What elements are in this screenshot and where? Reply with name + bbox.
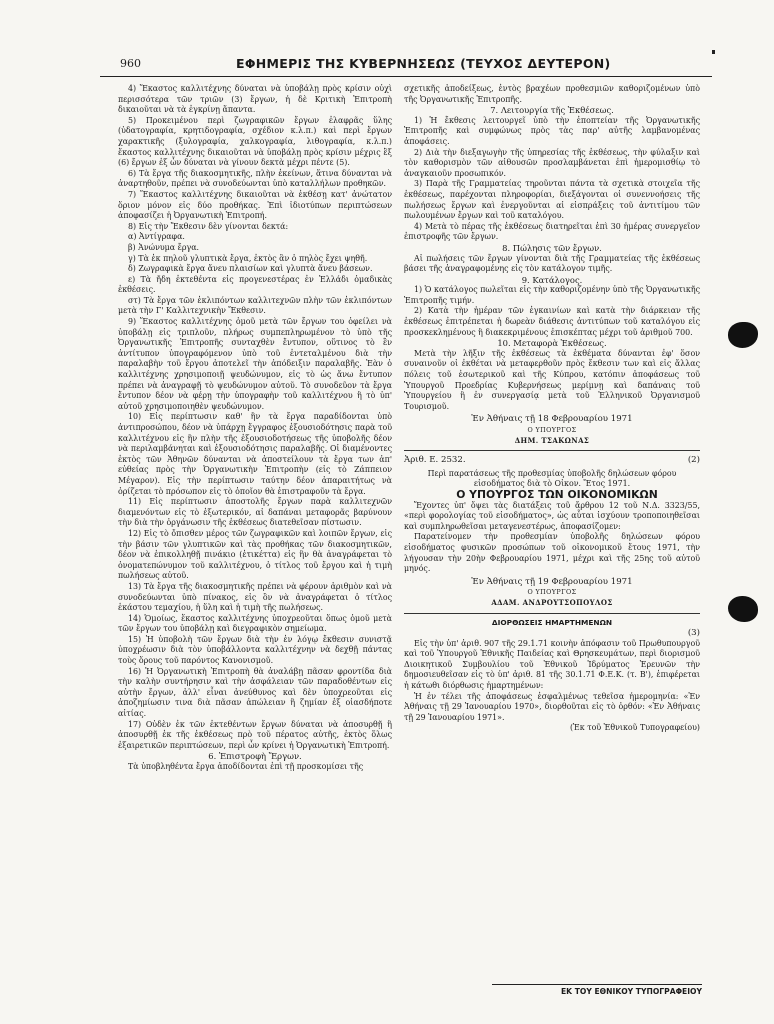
section-heading: 7. Λειτουργία τῆς Ἐκθέσεως. bbox=[490, 105, 614, 116]
printer-footer: ΕΚ ΤΟΥ ΕΘΝΙΚΟΥ ΤΥΠΟΓΡΑΦΕΙΟΥ bbox=[492, 984, 702, 996]
paragraph: 4) Μετὰ τὸ πέρας τῆς ἐκθέσεως διατηρεῖται ἐπὶ 30 ἡμέρας συνεργεῖον ἐπιστροφῆς τῶν ἔργων. bbox=[404, 221, 700, 242]
paragraph: Ἡ ἐν τέλει τῆς ἀποφάσεως ἐσφαλμένως τεθεῖσα ἡμερομηνία: «Ἐν Ἀθήναις τῇ 29 Ἰανουαρίου 1970», διορθοῦται εἰς τὸ ὀρθόν: «Ἐν Ἀθήναις τῇ 29 Ἰανουαρίου 1971». bbox=[404, 691, 700, 722]
signing-date: Ἐν Ἀθήναις τῇ 19 Φεβρουαρίου 1971 bbox=[471, 576, 633, 587]
paragraph: στ) Τὰ ἔργα τῶν ἐκλιπόντων καλλιτεχνῶν πλὴν τῶν ἐκλιπόντων μετὰ τὴν Γ' Καλλιτεχνικὴν Ἔκθεσιν. bbox=[118, 295, 392, 316]
paragraph: Εἰς τὴν ὑπ' ἀριθ. 907 τῆς 29.1.71 κοινὴν ἀπόφασιν τοῦ Πρωθυπουργοῦ καὶ τοῦ Ὑπουργοῦ Ἐθνικῆς Παιδείας καὶ Θρησκευμάτων, περὶ διορισμοῦ Διοικητικοῦ Συμβουλίου τοῦ Ἐθνικοῦ Ἱδρύματος Ἐρευνῶν τὴν δημοσιευθεῖσαν εἰς τὸ ὑπ' ἀριθ. 81 τῆς 30.1.71 Φ.Ε.Κ. (τ. Β'), ἐπιφέρεται ἡ κάτωθι διόρθωσις ἡμαρτημένων: bbox=[404, 638, 700, 691]
paragraph: 12) Εἰς τὸ ὄπισθεν μέρος τῶν ζωγραφικῶν καὶ λοιπῶν ἔργων, εἰς τὴν βάσιν τῶν γλυπτικῶν καὶ τὰς προθήκας τῶν διακοσμητικῶν, δέον νὰ ἐπικολληθῇ πινάκιο (ἐτικέττα) εἰς ἣν θὰ ἀναγράφεται τὸ ὀνοματεπώνυμον τοῦ καλλιτέχνου, ὁ τίτλος τοῦ ἔργου καὶ ἡ τιμὴ πωλήσεως αὐτοῦ. bbox=[118, 528, 392, 581]
paragraph: Μετὰ τὴν λῆξιν τῆς ἐκθέσεως τὰ ἐκθέματα δύνανται ἐφ' ὅσον συναινοῦν οἱ ἐκθέται νὰ μεταφερθοῦν πρὸς ἔκθεσιν των καὶ εἰς ἄλλας πόλεις τοῦ ἐσωτερικοῦ καὶ τῆς Κύπρου, κατόπιν ἀποφάσεως τοῦ Ὑπουργοῦ Προεδρίας Κυβερνήσεως μερίμνῃ καὶ δαπάναις τοῦ Ὑπουργείου ἢ ἐν συνεργασίᾳ μετὰ τοῦ Ἑλληνικοῦ Ὀργανισμοῦ Τουρισμοῦ. bbox=[404, 348, 700, 411]
paragraph: Τὰ ὑποβληθέντα ἔργα ἀποδίδονται ἐπὶ τῇ προσκομίσει τῆς bbox=[128, 762, 364, 771]
page-header bbox=[100, 54, 712, 77]
signing-date: Ἐν Ἀθήναις τῇ 18 Φεβρουαρίου 1971 bbox=[471, 414, 633, 425]
section-heading: 10. Μεταφορὰ Ἐκθέσεως. bbox=[497, 338, 607, 349]
ink-blot bbox=[728, 322, 758, 348]
paragraph: 7) Ἕκαστος καλλιτέχνης δικαιοῦται νὰ ἐκθέσῃ κατ' ἀνώτατον ὅριον μόνον εἰς δύο προθήκας. Ἐπὶ ἰδιοτύπων περιπτώσεων ἀποφασίζει ἡ Ὀργανωτικὴ Ἐπιτροπή. bbox=[118, 189, 392, 221]
paragraph: 3) Παρὰ τῆς Γραμματείας τηροῦνται πάντα τὰ σχετικὰ στοιχεῖα τῆς ἐκθέσεως, παρέχονται πληροφορίαι, διεξάγονται οἱ συνεννοήσεις τῆς πωλήσεως ἔργων καὶ ἐνεργοῦνται αἱ εἰσπράξεις τοῦ ἀντιτίμου τῶν πωλουμένων ἔργων καὶ τοῦ καταλόγου. bbox=[404, 179, 700, 221]
paragraph: γ) Τὰ ἐκ πηλοῦ γλυπτικὰ ἔργα, ἐκτὸς ἂν ὁ πηλὸς ἔχει ψηθῆ. bbox=[128, 253, 368, 263]
signature-title: Ο ΥΠΟΥΡΓΟΣ bbox=[527, 588, 577, 597]
paragraph: 1) Ὁ κατάλογος πωλεῖται εἰς τὴν καθοριζομένην ὑπὸ τῆς Ὀργανωτικῆς Ἐπιτροπῆς τιμήν. bbox=[404, 285, 700, 305]
paragraph: 6) Τὰ ἔργα τῆς διακοσμητικῆς, πλὴν ἐκείνων, ἅτινα δύνανται νὰ ἀναρτηθοῦν, πρέπει νὰ συνοδεύωνται ὑπὸ καταλλήλων προθηκῶν. bbox=[118, 168, 392, 189]
paragraph: 8) Εἰς τὴν Ἔκθεσιν δὲν γίνονται δεκτά: bbox=[128, 221, 289, 231]
page-number: 960 bbox=[120, 57, 141, 70]
paragraph: 9) Ἕκαστος καλλιτέχνης ὁμοῦ μετὰ τῶν ἔργων του ὀφείλει νὰ ὑποβάλῃ εἰς τριπλοῦν, πλήρως συμπεπληρωμένον τὸ ὑπὸ τῆς Ὀργανωτικῆς Ἐπιτροπῆς συνταχθὲν ἔντυπον, οὕτινος τὸ ἓν ἀντίτυπον ὑπογραφόμενον ὑπὸ τοῦ ἐντεταλμένου διὰ τὴν παραλαβὴν τοῦ ἔργου ἀποτελεῖ τὴν ἀπόδειξιν παραλαβῆς. Ἐὰν ὁ καλλιτέχνης χρησιμοποιῇ ψευδώνυμον, εἰς τὸ ὡς ἄνω ἔντυπον πρέπει νὰ ἀναγραφῇ τὸ ψευδώνυμον αὐτοῦ. Τὸ συνοδεῦον τὰ ἔργα ἔντυπον δέον νὰ φέρῃ τὴν ὑπογραφὴν τοῦ καλλιτέχνου ἢ τὸ ὑπ' αὐτοῦ χρησιμοποιηθὲν ψευδώνυμον. bbox=[118, 317, 392, 411]
ink-speck bbox=[712, 50, 715, 54]
paragraph: 1) Ἡ ἔκθεσις λειτουργεῖ ὑπὸ τὴν ἐποπτείαν τῆς Ὀργανωτικῆς Ἐπιτροπῆς καὶ συμφώνως πρὸς τὰς παρ' αὐτῆς λαμβανομένας ἀποφάσεις. bbox=[404, 115, 700, 146]
paragraph: δ) Ζωγραφικὰ ἔργα ἄνευ πλαισίων καὶ γλυπτὰ ἄνευ βάσεων. bbox=[128, 264, 373, 274]
ministry-heading: Ο ΥΠΟΥΡΓΟΣ ΤΩΝ ΟΙΚΟΝΟΜΙΚΩΝ bbox=[456, 487, 658, 501]
paragraph: α) Ἀντίγραφα. bbox=[128, 232, 185, 242]
divider bbox=[404, 450, 700, 451]
paragraph: σχετικῆς ἀποδείξεως, ἐντὸς βραχέων προθεσμιῶν καθοριζομένων ὑπὸ τῆς Ὀργανωτικῆς Ἐπιτροπῆς. bbox=[404, 84, 700, 104]
paragraph: 4) Ἕκαστος καλλιτέχνης δύναται νὰ ὑποβάλῃ πρὸς κρίσιν οὐχὶ περισσότερα τῶν τριῶν (3) ἔργων, ἡ δὲ Κριτικὴ Ἐπιτροπὴ δικαιοῦται νὰ τὰ ἐγκρίνῃ ἅπαντα. bbox=[118, 84, 392, 115]
paragraph: 2) Διὰ τὴν διεξαγωγὴν τῆς ὑπηρεσίας τῆς ἐκθέσεως, τὴν φύλαξιν καὶ τὸν καθορισμὸν τῶν αἰθουσῶν προσλαμβάνεται ἐπὶ ἡμερομισθίῳ τὸ ἀναγκαιοῦν προσωπικόν. bbox=[404, 147, 700, 178]
paragraph: 13) Τὰ ἔργα τῆς διακοσμητικῆς πρέπει νὰ φέρουν ἀριθμὸν καὶ νὰ συνοδεύωνται ὑπὸ πίνακος, εἰς ὃν νὰ ἀναγράφεται ὁ τίτλος ἑκάστου τεμαχίου, ἡ ὕλη καὶ ἡ τιμὴ τῆς πωλήσεως. bbox=[118, 581, 392, 613]
paragraph: 10) Εἰς περίπτωσιν καθ' ἣν τὰ ἔργα παραδίδονται ὑπὸ ἀντιπροσώπου, δέον νὰ ὑπάρχῃ ἔγγραφος ἐξουσιοδότησις παρὰ τοῦ καλλιτέχνου εἰς ἣν πλὴν τῆς ἐξουσιοδοτήσεως τῆς ὑποβολῆς δέον νὰ περιλαμβάνηται καὶ ἐξουσιοδότησις παραλαβῆς. Οἱ διαμένοντες ἐκτὸς τῶν Ἀθηνῶν δύνανται νὰ ἀποστείλουν τὰ ἔργα των ἀπ' εὐθείας πρὸς τὴν Ὀργανωτικὴν Ἐπιτροπὴν (εἰς τὸ Ζάππειον Μέγαρον). Εἰς τὴν περίπτωσιν ταύτην δέον ἀπαραιτήτως νὰ ὁρίζεται τὸ πρόσωπον εἰς τὸ ὁποῖον θὰ ἐπιστραφοῦν τὰ ἔργα. bbox=[118, 412, 392, 496]
corrections-heading: ΔΙΟΡΘΩΣΕΙΣ ΗΜΑΡΤΗΜΕΝΩΝ bbox=[491, 617, 613, 627]
paragraph: 5) Προκειμένου περὶ ζωγραφικῶν ἔργων ἐλαφρᾶς ὕλης (ὑδατογραφία, κρητιδογραφία, σχέδιον κ.λ.π.) καὶ περὶ ἔργων χαρακτικῆς (ξυλογραφία, χαλκογραφία, λιθογραφία, κ.λ.π.) ἕκαστος καλλιτέχνης δικαιοῦται νὰ ὑποβάλῃ πρὸς κρίσιν μέχρις ἓξ (6) ἔργων ἐξ ὧν δύναται νὰ γίνουν δεκτὰ μέχρι πέντε (5). bbox=[118, 115, 392, 168]
section-heading: 6. Ἐπιστροφὴ Ἔργων. bbox=[208, 751, 302, 762]
paragraph: Ἔχοντες ὑπ' ὄψει τὰς διατάξεις τοῦ ἄρθρου 12 τοῦ Ν.Δ. 3323/55, «περὶ φορολογίας τοῦ εἰσοδήματος», ὡς αὗται ἰσχύουν τροποποιηθεῖσαι καὶ συμπληρωθεῖσαι μεταγενεστέρως, ἀποφασίζομεν: bbox=[404, 500, 700, 531]
paragraph: 14) Ὁμοίως, ἕκαστος καλλιτέχνης ὑποχρεοῦται ὅπως ὁμοῦ μετὰ τῶν ἔργων του ὑποβάλῃ καὶ διεγραφικὸν σημείωμα. bbox=[118, 613, 392, 634]
paragraph: Αἱ πωλήσεις τῶν ἔργων γίνονται διὰ τῆς Γραμματείας τῆς ἐκθέσεως βάσει τῆς ἀναγραφομένης εἰς τὸν κατάλογον τιμῆς. bbox=[404, 253, 700, 274]
signature-name: ΑΔΑΜ. ΑΝΔΡΟΥΤΣΟΠΟΥΛΟΣ bbox=[491, 597, 613, 607]
paragraph: 17) Οὐδὲν ἐκ τῶν ἐκτεθέντων ἔργων δύναται νὰ ἀποσυρθῇ ἢ ἀποσυρθῇ ἐκ τῆς ἐκθέσεως πρὸ τοῦ πέρατος αὐτῆς, ἐκτὸς ὅλως ἐξαιρετικῶν περιπτώσεων, περὶ ὧν κρίνει ἡ Ὀργανωτικὴ Ἐπιτροπή. bbox=[118, 719, 392, 750]
paragraph: β) Ἀνώνυμα ἔργα. bbox=[128, 242, 200, 252]
section-heading: 9. Κατάλογος. bbox=[521, 274, 583, 285]
paragraph: 15) Ἡ ὑποβολὴ τῶν ἔργων διὰ τὴν ἐν λόγῳ ἔκθεσιν συνιστᾷ ὑποχρέωσιν διὰ τὸν ὑποβάλλοντα καλλιτέχνην νὰ δεχθῇ πάντας τοὺς ὅρους τοῦ παρόντος Κανονισμοῦ. bbox=[118, 634, 392, 666]
right-column bbox=[404, 84, 700, 734]
signature-title: Ο ΥΠΟΥΡΓΟΣ bbox=[527, 426, 577, 434]
paragraph: 11) Εἰς περίπτωσιν ἀποστολῆς ἔργων παρὰ καλλιτεχνῶν διαμενόντων εἰς τὸ ἐξωτερικόν, αἱ δαπάναι μεταφορᾶς βαρύνουν τὴν διὰ τὴν ὀργάνωσιν τῆς ἐκθέσεως διατεθεῖσαν πίστωσιν. bbox=[118, 497, 392, 528]
gazette-title: ΕΦΗΜΕΡΙΣ ΤΗΣ ΚΥΒΕΡΝΗΣΕΩΣ (ΤΕΥΧΟΣ ΔΕΥΤΕΡΟΝ) bbox=[236, 56, 611, 71]
divider bbox=[404, 613, 700, 614]
signature-name: ΔΗΜ. ΤΣΑΚΩΝΑΣ bbox=[514, 435, 590, 445]
decision-mark: (2) bbox=[687, 455, 700, 466]
decision-number-row bbox=[404, 455, 700, 466]
paragraph: 2) Κατὰ τὴν ἡμέραν τῶν ἐγκαινίων καὶ κατὰ τὴν διάρκειαν τῆς ἐκθέσεως ἐπιτρέπεται ἡ δωρεὰν διάθεσις ἀντιτύπων τοῦ καταλόγου εἰς προσκεκλημένους ἢ διακεκριμένους ἐπισκέπτας μέχρι τοῦ ἀριθμοῦ 700. bbox=[404, 306, 700, 337]
decision-number: Ἀριθ. Ε. 2532. bbox=[404, 455, 466, 466]
ink-blot bbox=[728, 596, 758, 622]
corrections-source: (Ἐκ τοῦ Ἐθνικοῦ Τυπογραφείου) bbox=[569, 723, 700, 733]
paragraph: 16) Ἡ Ὀργανωτικὴ Ἐπιτροπὴ θὰ ἀναλάβῃ πᾶσαν φροντίδα διὰ τὴν καλὴν συντήρησιν καὶ τὴν ἀσφάλειαν τῶν παραδοθέντων εἰς αὐτὴν ἔργων, ἀλλ' εἶναι ἀνεύθυνος καὶ δὲν ὑποχρεοῦται εἰς ἀποζημίωσιν τινα διὰ πᾶσαν ἀπώλειαν ἢ ζημίαν ἐξ οἱασδήποτε αἰτίας. bbox=[118, 666, 392, 719]
section-heading: 8. Πώλησις τῶν ἔργων. bbox=[502, 242, 602, 253]
paragraph: ε) Τὰ ἤδη ἐκτεθέντα εἰς προγενεστέρας ἐν Ἑλλάδι ὁμαδικὰς ἐκθέσεις. bbox=[118, 274, 392, 295]
corrections-mark: (3) bbox=[687, 628, 700, 639]
paragraph: Παρατείνομεν τὴν προθεσμίαν ὑποβολῆς δηλώσεων φόρου εἰσοδήματος φυσικῶν προσώπων τοῦ οἰκονομικοῦ ἔτους 1971, τὴν λήγουσαν τὴν 20ὴν Φεβρουαρίου 1971, μέχρι καὶ τῆς 25ης τοῦ αὐτοῦ μηνός. bbox=[404, 532, 700, 574]
decision-title: Περὶ παρατάσεως τῆς προθεσμίας ὑποβολῆς δηλώσεων φόρου εἰσοδήματος διὰ τὸ Οἰκον. Ἔτος 1971. bbox=[427, 468, 677, 489]
left-column bbox=[118, 84, 392, 773]
